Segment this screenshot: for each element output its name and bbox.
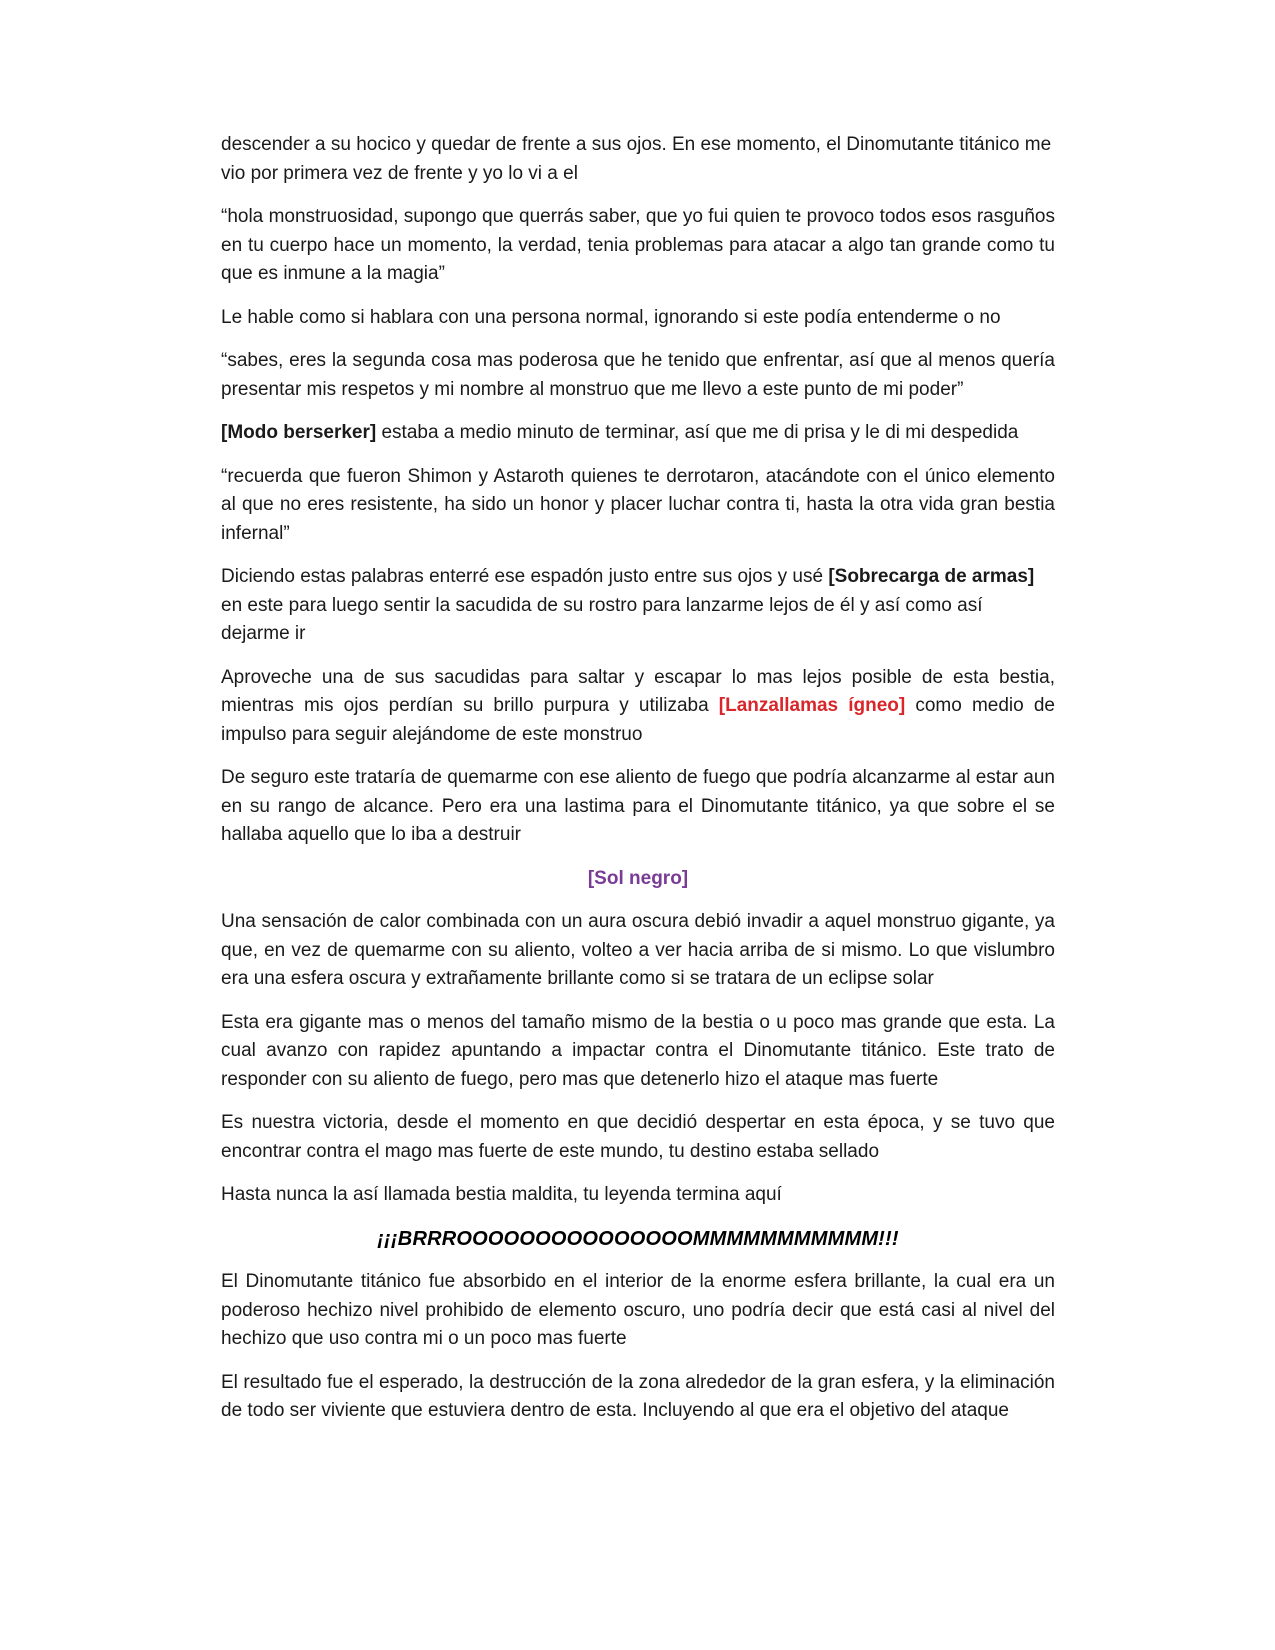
sound-effect: ¡¡¡BRRROOOOOOOOOOOOOOOMMMMMMMMMMM!!! [377, 1227, 899, 1250]
paragraph-7-text-after: en este para luego sentir la sacudida de su rostro para lanzarme lejos de él y así como así dejarme ir [221, 594, 983, 644]
document-page [221, 131, 1055, 1441]
paragraph-4: “sabes, eres la segunda cosa mas poderosa que he tenido que enfrentar, así que al menos quería presentar mis respetos y mi nombre al monstruo que me llevo a este punto de mi poder” [221, 350, 1055, 400]
paragraph-12: Esta era gigante mas o menos del tamaño mismo de la bestia o u poco mas grande que esta. La cual avanzo con rapidez apuntando a impactar contra el Dinomutante titánico. Este trato de responder con su aliento de fuego, pero mas que detenerlo hizo el ataque mas fuerte [221, 1011, 1055, 1090]
paragraph-13: Es nuestra victoria, desde el momento en que decidió despertar en esta época, y se tuvo que encontrar contra el mago mas fuerte de este mundo, tu destino estaba sellado [221, 1112, 1055, 1162]
skill-sobrecarga-de-armas: [Sobrecarga de armas] [828, 566, 1035, 587]
paragraph-5 [221, 419, 1055, 448]
paragraph-7 [221, 563, 1055, 649]
paragraph-9: De seguro este trataría de quemarme con ese aliento de fuego que podría alcanzarme al estar aun en su rango de alcance. Pero era una lastima para el Dinomutante titánico, ya que sobre el se hallaba aquello que lo iba a destruir [221, 767, 1055, 845]
paragraph-7-text-before: Diciendo estas palabras enterré ese espadón justo entre sus ojos y usé [221, 566, 829, 587]
paragraph-1: descender a su hocico y quedar de frente a sus ojos. En ese momento, el Dinomutante titánico me vio por primera vez de frente y yo lo vi a el [221, 134, 1052, 184]
paragraph-5-text: estaba a medio minuto de terminar, así que me di prisa y le di mi despedida [376, 422, 1019, 443]
skill-lanzallamas-igneo: [Lanzallamas ígneo] [718, 695, 906, 716]
paragraph-3: Le hable como si hablara con una persona normal, ignorando si este podía entenderme o no [221, 306, 1001, 328]
spell-title-sol-negro: [Sol negro] [587, 867, 689, 889]
paragraph-17: El resultado fue el esperado, la destrucción de la zona alrededor de la gran esfera, y la eliminación de todo ser viviente que estuviera dentro de esta. Incluyendo al que era el objetivo del ataque [221, 1371, 1055, 1421]
paragraph-8-text-after: como medio de impulso para seguir alejándome de este monstruo [221, 695, 1055, 745]
paragraph-16: El Dinomutante titánico fue absorbido en el interior de la enorme esfera brillante, la cual era un poderoso hechizo nivel prohibido de elemento oscuro, uno podría decir que está casi al nivel del hechizo que uso contra mi o un poco mas fuerte [221, 1271, 1055, 1349]
skill-modo-berserker: [Modo berserker] [221, 422, 377, 443]
paragraph-2: “hola monstruosidad, supongo que querrás saber, que yo fui quien te provoco todos esos rasguños en tu cuerpo hace un momento, la verdad, tenia problemas para atacar a algo tan grande como tu que es inmune a la magia” [221, 206, 1055, 284]
paragraph-8-text-before: Aproveche una de sus sacudidas para saltar y escapar lo mas lejos posible de esta bestia, mientras mis ojos perdían su brillo purpura y utilizaba [221, 666, 1055, 716]
paragraph-14: Hasta nunca la así llamada bestia maldita, tu leyenda termina aquí [221, 1184, 782, 1205]
paragraph-11: Una sensación de calor combinada con un aura oscura debió invadir a aquel monstruo gigante, ya que, en vez de quemarme con su aliento, volteo a ver hacia arriba de si mismo. Lo que vislumbro era una esfera oscura y extrañamente brillante como si se tratara de un eclipse solar [221, 911, 1055, 989]
paragraph-6: “recuerda que fueron Shimon y Astaroth quienes te derrotaron, atacándote con el único elemento al que no eres resistente, ha sido un honor y placer luchar contra ti, hasta la otra vida gran bestia infernal” [221, 465, 1055, 544]
paragraph-8 [221, 664, 1055, 750]
